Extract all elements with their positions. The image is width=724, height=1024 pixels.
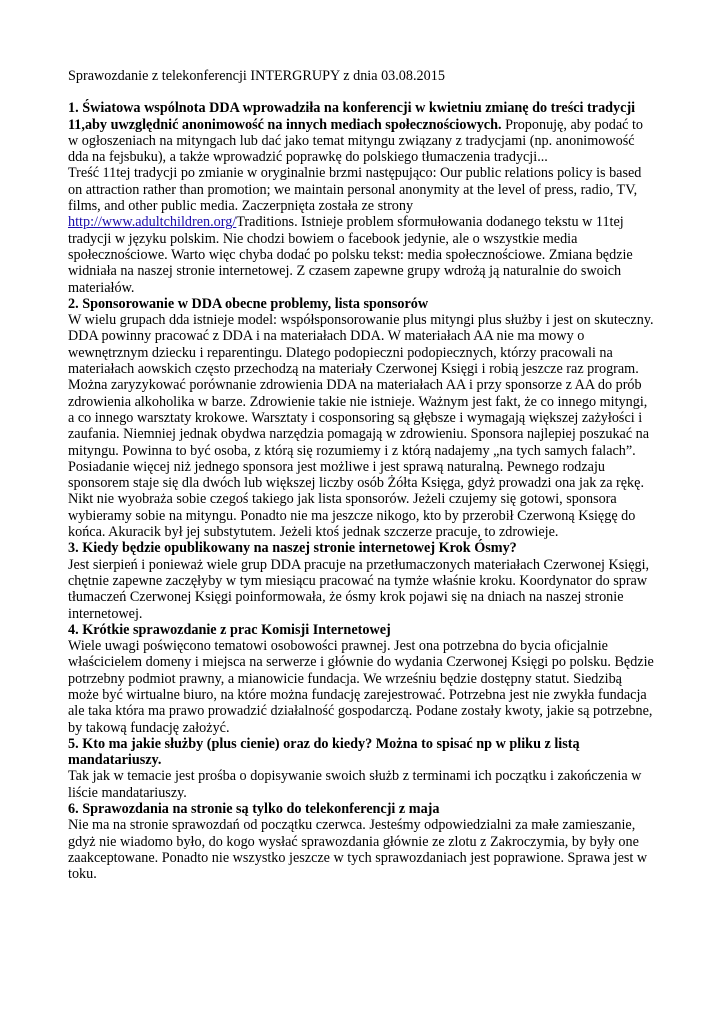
section-1-heading: 1. Światowa wspólnota DDA wprowadziła na konferencji w kwietniu zmianę do treści tradycji 11,aby uwzględnić anonimowość na innych mediach społecznościowych. <box>68 100 636 133</box>
document-title: Sprawozdanie z telekonferencji INTERGRUPY z dnia 03.08.2015 <box>68 68 445 84</box>
section-5-body: Tak jak w temacie jest prośba o dopisywanie swoich służb z terminami ich początku i zakończenia w liście mandatariuszy. <box>68 768 642 801</box>
section-1 <box>68 100 654 296</box>
section-1-text-1: Proponuję, aby podać to w ogłoszeniach na mityngach lub dać jako temat mityngu związany z tradycjami (np. anonimowość <box>68 116 643 149</box>
section-6-heading: 6. Sprawozdania na stronie są tylko do telekonferencji z maja <box>68 801 440 818</box>
section-1-link-paragraph <box>68 214 654 295</box>
section-4 <box>68 622 654 736</box>
adultchildren-link[interactable]: http://www.adultchildren.org/ <box>68 214 237 231</box>
section-5 <box>68 736 654 801</box>
section-2-body: W wielu grupach dda istnieje model: współsponsorowanie plus mityngi plus służby i jest on skuteczny. DDA powinny pracować z DDA i na materiałach DDA. W materiałach AA nie ma mowy o wewnętrznym dziecku i reparentingu. Dlatego podopieczni podopiecznych, którzy pracowali na materiałach aowskich często przechodzą na materiały Czerwonej Księgi i robią jeszcze raz program. Można zaryzykować porównanie zdrowienia DDA na materiałach AA i przy sponsorze z AA do prób zdrowienia alkoholika w barze. Zdrowienie takie nie istnieje. Ważnym jest fakt, że co innego mityngi, a co innego warsztaty krokowe. Warsztaty i cosponsoring są głębsze i wymagają większej zażyłości i zaufania. Niemniej jednak obydwa narzędzia pomagają w zdrowieniu. Sponsora najlepiej poszukać na mityngu. Powinna to być osoba, z którą się rozumiemy i z którą nadajemy „na tych samych falach”. Posiadanie więcej niż jednego sponsora jest możliwe i jest sprawą naturalną. Pewnego rodzaju sponsorem staje się dla dwóch lub większej liczby osób Żółta Księga, gdyż prowadzi ona jak za rękę. Nikt nie wyobraża sobie czegoś takiego jak lista sponsorów. Jeżeli czujemy się gotowi, sponsora wybieramy sobie na mityngu. Ponadto nie ma jeszcze nikogo, kto by przerobił Czerwoną Księgę do końca. Akuracik był jej substytutem. Jeżeli ktoś jednak szczerze pracuje, to zdrowieje. <box>68 312 654 541</box>
section-1-text-2: dda na fejsbuku), a także wprowadzić poprawkę do polskiego tłumaczenia tradycji... <box>68 149 548 166</box>
section-1-text-4: Traditions. Istnieje problem sformułowania dodanego tekstu w 11tej tradycji w języku polskim. Nie chodzi bowiem o facebook jedynie, ale o wszystkie media społecznościowe. Warto więc chyba dodać po polsku tekst: media społecznościowe. Zmiana będzie widniała na naszej stronie internetowej. Z czasem zapewne grupy wdrożą ją naturalnie do swoich materiałów. <box>68 214 633 296</box>
section-6-body: Nie ma na stronie sprawozdań od początku czerwca. Jesteśmy odpowiedzialni za małe zamieszanie, gdyż nie wiadomo było, do kogo wysłać sprawozdania głównie ze zlotu z Zakroczymia, by były one zaakceptowane. Ponadto nie wszystko jeszcze w tych sprawozdaniach jest poprawione. Sprawa jest w toku. <box>68 817 648 883</box>
section-1-text-3: Treść 11tej tradycji po zmianie w oryginalnie brzmi następująco: Our public relations policy is based on attraction rather than promotion; we maintain personal anonymity at the level of press, radio, TV, films, and other public media. Zaczerpnięta została ze strony <box>68 165 642 215</box>
section-2-heading: 2. Sponsorowanie w DDA obecne problemy, lista sponsorów <box>68 295 429 312</box>
section-1-paragraph <box>68 100 654 149</box>
section-3-heading: 3. Kiedy będzie opublikowany na naszej stronie internetowej Krok Ósmy? <box>68 540 517 557</box>
section-4-heading: 4. Krótkie sprawozdanie z prac Komisji Internetowej <box>68 621 391 638</box>
section-3 <box>68 540 654 621</box>
section-4-body: Wiele uwagi poświęcono tematowi osobowości prawnej. Jest ona potrzebna do bycia oficjalnie właścicielem domeny i miejsca na serwerze i głównie do wydania Czerwonej Księgi po polsku. Będzie potrzebny podmiot prawny, a mianowicie fundacja. We wrześniu będzie dostępny statut. Siedzibą może być wirtualne biuro, na które można fundację zarejestrować. Potrzebna jest nie zwykła fundacja ale taka która ma prawo prowadzić działalność gospodarczą. Podane zostały kwoty, jakie są potrzebne, by takową fundację założyć. <box>68 638 654 736</box>
section-2 <box>68 296 654 540</box>
section-5-heading: 5. Kto ma jakie służby (plus cienie) oraz do kiedy? Można to spisać np w pliku z listą mandatariuszy. <box>68 735 580 769</box>
section-3-body: Jest sierpień i ponieważ wiele grup DDA pracuje na przetłumaczonych materiałach Czerwonej Księgi, chętnie zapewne zaczęłyby w tym miesiącu pracować na tymże właśnie kroku. Koordynator do spraw tłumaczeń Czerwonej Księgi poinformowała, że ósmy krok pojawi się na dniach na naszej stronie internetowej. <box>68 556 650 622</box>
section-6 <box>68 801 654 882</box>
